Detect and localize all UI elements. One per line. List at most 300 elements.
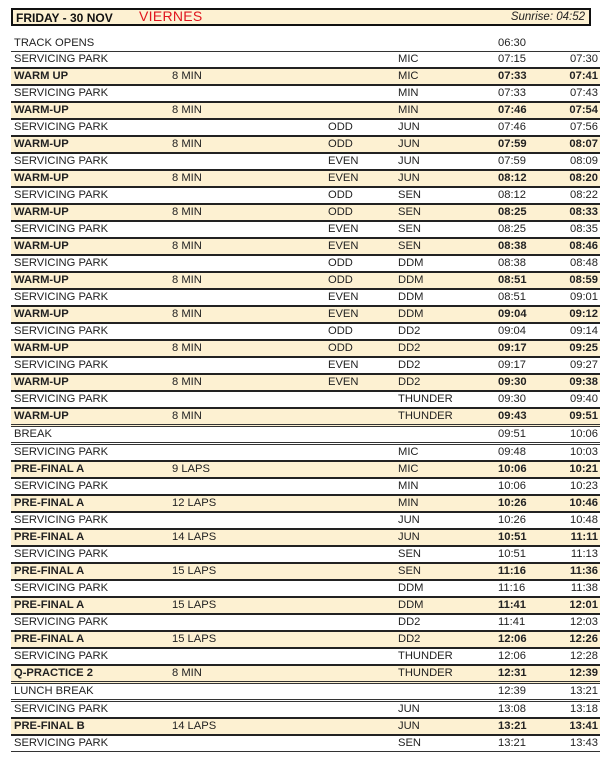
event-duration	[169, 735, 325, 752]
event-name: SERVICING PARK	[14, 189, 109, 201]
schedule-row	[11, 289, 600, 306]
end-time: 11:38	[570, 582, 598, 594]
event-group: ODD	[328, 342, 353, 354]
start-time: 09:04	[498, 325, 526, 337]
event-group	[325, 391, 395, 408]
event-group	[325, 408, 395, 426]
start-time: 13:21	[498, 720, 527, 732]
event-name: SERVICING PARK	[14, 582, 109, 594]
event-class	[395, 426, 495, 444]
event-class: MIN	[398, 497, 419, 509]
end-time	[555, 36, 600, 52]
event-name: SERVICING PARK	[14, 650, 109, 662]
event-class: MIC	[398, 53, 419, 65]
event-name: WARM-UP	[14, 274, 69, 286]
schedule-row	[11, 136, 600, 153]
event-class: DD2	[398, 342, 421, 354]
event-name: SERVICING PARK	[14, 87, 109, 99]
event-class: JUN	[398, 531, 420, 543]
event-duration	[169, 546, 325, 563]
event-name: LUNCH BREAK	[14, 685, 94, 697]
event-group	[325, 529, 395, 546]
event-group: EVEN	[328, 172, 359, 184]
event-class: DD2	[398, 376, 421, 388]
end-time: 08:09	[570, 155, 598, 167]
event-duration	[169, 52, 325, 69]
event-duration	[169, 153, 325, 170]
start-time: 10:51	[498, 548, 526, 560]
event-group	[325, 85, 395, 102]
event-name: WARM-UP	[14, 206, 69, 218]
event-duration: 8 MIN	[172, 138, 202, 150]
event-group: ODD	[328, 274, 353, 286]
start-time: 12:39	[498, 685, 526, 697]
end-time: 07:30	[570, 53, 598, 65]
event-name: PRE-FINAL A	[14, 565, 85, 577]
event-duration: 8 MIN	[172, 342, 202, 354]
event-class: SEN	[398, 206, 422, 218]
event-class: DDM	[398, 274, 424, 286]
event-name: PRE-FINAL A	[14, 531, 85, 543]
start-time: 08:38	[498, 240, 527, 252]
event-name: WARM UP	[14, 70, 69, 82]
event-duration: 8 MIN	[172, 240, 202, 252]
schedule-row	[11, 735, 600, 752]
start-time: 08:38	[498, 257, 526, 269]
event-class: DDM	[398, 582, 424, 594]
end-time: 08:35	[570, 223, 598, 235]
event-name: Q-PRACTICE 2	[14, 667, 93, 679]
event-class: MIN	[398, 87, 419, 99]
event-duration: 15 LAPS	[172, 599, 217, 611]
end-time: 09:12	[569, 308, 598, 320]
start-time: 13:08	[498, 703, 526, 715]
event-class: DDM	[398, 308, 424, 320]
schedule-row	[11, 374, 600, 391]
end-time: 08:22	[570, 189, 598, 201]
end-time: 12:03	[570, 616, 598, 628]
event-class: MIC	[398, 463, 419, 475]
event-class: SEN	[398, 189, 422, 201]
event-class: SEN	[398, 565, 422, 577]
event-name: SERVICING PARK	[14, 616, 109, 628]
end-time: 07:56	[570, 121, 598, 133]
event-duration	[169, 187, 325, 204]
schedule-row	[11, 529, 600, 546]
event-duration	[169, 683, 325, 701]
start-time: 07:15	[498, 53, 526, 65]
schedule-row	[11, 478, 600, 495]
start-time: 09:51	[498, 428, 526, 440]
schedule-row	[11, 36, 600, 52]
event-name: SERVICING PARK	[14, 53, 109, 65]
start-time: 07:46	[498, 121, 526, 133]
end-time: 08:33	[569, 206, 598, 218]
event-group: EVEN	[328, 291, 359, 303]
event-class: DD2	[398, 616, 421, 628]
schedule-row	[11, 52, 600, 69]
event-class: THUNDER	[398, 667, 453, 679]
event-name: SERVICING PARK	[14, 393, 109, 405]
start-time: 07:59	[498, 155, 526, 167]
start-time: 08:12	[498, 172, 527, 184]
event-class: MIN	[398, 480, 419, 492]
end-time: 12:01	[569, 599, 598, 611]
event-duration: 8 MIN	[172, 308, 202, 320]
event-name: SERVICING PARK	[14, 155, 109, 167]
end-time: 10:03	[570, 446, 598, 458]
end-time: 10:21	[569, 463, 598, 475]
event-duration	[169, 614, 325, 631]
event-duration: 8 MIN	[172, 376, 202, 388]
event-name: SERVICING PARK	[14, 446, 109, 458]
end-time: 08:59	[569, 274, 598, 286]
event-name: SERVICING PARK	[14, 737, 109, 749]
event-group	[325, 444, 395, 462]
event-class: DDM	[398, 291, 424, 303]
event-duration	[169, 357, 325, 374]
event-group: ODD	[328, 138, 353, 150]
event-name: SERVICING PARK	[14, 514, 109, 526]
end-time: 13:41	[569, 720, 598, 732]
event-class: JUN	[398, 155, 420, 167]
event-duration	[169, 444, 325, 462]
event-group	[325, 426, 395, 444]
event-duration	[169, 85, 325, 102]
schedule-row	[11, 444, 600, 462]
event-duration: 8 MIN	[172, 410, 202, 422]
event-class: DDM	[398, 257, 424, 269]
end-time: 11:36	[570, 565, 598, 577]
end-time: 07:43	[570, 87, 598, 99]
start-time: 12:31	[498, 667, 527, 679]
schedule-row	[11, 391, 600, 408]
schedule-row	[11, 221, 600, 238]
event-duration: 8 MIN	[172, 667, 202, 679]
event-duration: 8 MIN	[172, 172, 202, 184]
start-time: 13:21	[498, 737, 526, 749]
event-group: EVEN	[328, 223, 359, 235]
event-name: PRE-FINAL A	[14, 633, 85, 645]
event-group	[325, 36, 395, 52]
schedule-row	[11, 426, 600, 444]
schedule-row	[11, 102, 600, 119]
end-time: 08:20	[569, 172, 598, 184]
start-time: 08:25	[498, 223, 526, 235]
event-group: EVEN	[328, 308, 359, 320]
start-time: 07:59	[498, 138, 527, 150]
day-header	[11, 8, 591, 26]
event-group	[325, 648, 395, 665]
event-group: ODD	[328, 189, 353, 201]
end-time: 12:39	[569, 667, 598, 679]
schedule-row	[11, 461, 600, 478]
event-group	[325, 495, 395, 512]
event-name: WARM-UP	[14, 308, 69, 320]
event-duration	[169, 221, 325, 238]
event-name: PRE-FINAL B	[14, 720, 85, 732]
schedule-row	[11, 580, 600, 597]
end-time: 10:46	[569, 497, 598, 509]
start-time: 10:51	[498, 531, 527, 543]
event-duration	[169, 701, 325, 719]
event-duration	[169, 478, 325, 495]
day-title-spanish: VIERNES	[139, 8, 203, 24]
event-duration: 8 MIN	[172, 206, 202, 218]
schedule-row	[11, 597, 600, 614]
schedule-row	[11, 408, 600, 426]
end-time: 13:18	[570, 703, 598, 715]
event-duration: 9 LAPS	[172, 463, 210, 475]
event-name: PRE-FINAL A	[14, 599, 85, 611]
event-name: WARM-UP	[14, 342, 69, 354]
event-class	[395, 683, 495, 701]
end-time: 13:21	[570, 685, 598, 697]
event-name: PRE-FINAL A	[14, 463, 85, 475]
schedule-row	[11, 306, 600, 323]
schedule-row	[11, 204, 600, 221]
end-time: 09:51	[569, 410, 598, 422]
start-time: 07:46	[498, 104, 527, 116]
schedule-row	[11, 357, 600, 374]
day-title: FRIDAY - 30 NOV	[16, 11, 113, 25]
event-duration	[169, 512, 325, 529]
sunrise-time: Sunrise: 04:52	[510, 11, 585, 23]
event-class: SEN	[398, 737, 422, 749]
schedule-row	[11, 563, 600, 580]
event-duration: 14 LAPS	[172, 720, 217, 732]
end-time: 09:38	[569, 376, 598, 388]
start-time: 08:25	[498, 206, 527, 218]
start-time: 12:06	[498, 650, 526, 662]
event-group	[325, 735, 395, 752]
start-time: 07:33	[498, 87, 526, 99]
end-time: 09:40	[570, 393, 598, 405]
start-time: 09:17	[498, 359, 526, 371]
event-duration: 8 MIN	[172, 274, 202, 286]
event-group: EVEN	[328, 376, 359, 388]
schedule-table	[11, 36, 600, 752]
event-name: WARM-UP	[14, 410, 69, 422]
event-duration	[169, 426, 325, 444]
start-time: 10:26	[498, 497, 527, 509]
schedule-row	[11, 665, 600, 683]
event-group	[325, 580, 395, 597]
event-group: ODD	[328, 257, 353, 269]
event-duration	[169, 255, 325, 272]
event-name: SERVICING PARK	[14, 291, 109, 303]
end-time: 13:43	[570, 737, 598, 749]
schedule-row	[11, 683, 600, 701]
event-group	[325, 478, 395, 495]
event-duration	[169, 391, 325, 408]
event-class: JUN	[398, 121, 420, 133]
end-time: 09:14	[570, 325, 598, 337]
event-duration: 14 LAPS	[172, 531, 217, 543]
event-class: MIN	[398, 104, 419, 116]
schedule-row	[11, 68, 600, 85]
end-time: 07:41	[569, 70, 598, 82]
end-time: 10:23	[570, 480, 598, 492]
end-time: 09:25	[569, 342, 598, 354]
schedule-row	[11, 495, 600, 512]
event-group	[325, 614, 395, 631]
event-name: WARM-UP	[14, 376, 69, 388]
event-name: SERVICING PARK	[14, 257, 109, 269]
start-time: 10:06	[498, 463, 527, 475]
end-time: 11:13	[570, 548, 598, 560]
event-group	[325, 102, 395, 119]
start-time: 11:41	[498, 616, 526, 628]
event-name: TRACK OPENS	[14, 37, 95, 49]
event-group: ODD	[328, 325, 353, 337]
schedule-row	[11, 512, 600, 529]
schedule-row	[11, 187, 600, 204]
event-group	[325, 665, 395, 683]
end-time: 10:48	[570, 514, 598, 526]
start-time: 08:51	[498, 274, 527, 286]
event-group: ODD	[328, 206, 353, 218]
end-time: 09:01	[570, 291, 598, 303]
event-duration: 8 MIN	[172, 70, 202, 82]
event-group	[325, 461, 395, 478]
event-class: THUNDER	[398, 410, 453, 422]
schedule-row	[11, 648, 600, 665]
event-name: PRE-FINAL A	[14, 497, 85, 509]
event-name: SERVICING PARK	[14, 325, 109, 337]
schedule-row	[11, 170, 600, 187]
event-name: SERVICING PARK	[14, 480, 109, 492]
event-class	[395, 36, 495, 52]
schedule-row	[11, 718, 600, 735]
event-class: JUN	[398, 514, 420, 526]
event-duration: 15 LAPS	[172, 633, 217, 645]
event-group	[325, 546, 395, 563]
start-time: 08:12	[498, 189, 526, 201]
schedule-row	[11, 119, 600, 136]
schedule-row	[11, 546, 600, 563]
start-time: 08:51	[498, 291, 526, 303]
event-duration	[169, 36, 325, 52]
start-time: 11:41	[498, 599, 526, 611]
end-time: 08:07	[569, 138, 598, 150]
start-time: 11:16	[498, 582, 526, 594]
event-duration	[169, 289, 325, 306]
end-time: 08:48	[570, 257, 598, 269]
start-time: 07:33	[498, 70, 527, 82]
end-time: 12:28	[570, 650, 598, 662]
event-group	[325, 631, 395, 648]
event-group	[325, 701, 395, 719]
event-group: EVEN	[328, 155, 359, 167]
event-class: DD2	[398, 633, 421, 645]
schedule-row	[11, 340, 600, 357]
end-time: 11:11	[570, 531, 598, 543]
start-time: 09:43	[498, 410, 527, 422]
schedule-row	[11, 631, 600, 648]
start-time: 11:16	[498, 565, 526, 577]
end-time: 12:26	[569, 633, 598, 645]
schedule-row	[11, 323, 600, 340]
event-group	[325, 512, 395, 529]
event-name: SERVICING PARK	[14, 121, 109, 133]
event-duration	[169, 648, 325, 665]
start-time: 09:04	[498, 308, 527, 320]
start-time: 10:26	[498, 514, 526, 526]
schedule-row	[11, 272, 600, 289]
event-duration	[169, 580, 325, 597]
start-time: 09:48	[498, 446, 526, 458]
start-time: 12:06	[498, 633, 527, 645]
start-time: 09:17	[498, 342, 527, 354]
event-duration	[169, 119, 325, 136]
event-class: SEN	[398, 223, 422, 235]
event-class: SEN	[398, 548, 422, 560]
schedule-row	[11, 153, 600, 170]
event-class: JUN	[398, 172, 420, 184]
event-name: SERVICING PARK	[14, 703, 109, 715]
start-time: 10:06	[498, 480, 526, 492]
event-class: MIC	[398, 446, 419, 458]
start-time: 09:30	[498, 393, 526, 405]
event-name: SERVICING PARK	[14, 359, 109, 371]
event-name: WARM-UP	[14, 240, 69, 252]
event-name: BREAK	[14, 428, 52, 440]
event-duration: 15 LAPS	[172, 565, 217, 577]
event-group	[325, 68, 395, 85]
event-name: WARM-UP	[14, 138, 69, 150]
event-duration	[169, 323, 325, 340]
schedule-body	[11, 36, 600, 752]
event-class: DDM	[398, 599, 424, 611]
event-class: MIC	[398, 70, 419, 82]
event-class: JUN	[398, 720, 420, 732]
event-class: THUNDER	[398, 393, 453, 405]
end-time: 08:46	[569, 240, 598, 252]
event-name: WARM-UP	[14, 172, 69, 184]
event-class: SEN	[398, 240, 422, 252]
event-class: JUN	[398, 138, 420, 150]
event-group	[325, 683, 395, 701]
event-duration: 8 MIN	[172, 104, 202, 116]
schedule-row	[11, 701, 600, 719]
start-time: 09:30	[498, 376, 527, 388]
end-time: 07:54	[569, 104, 598, 116]
event-class: THUNDER	[398, 650, 453, 662]
event-class: DD2	[398, 325, 421, 337]
schedule-sheet	[11, 8, 598, 752]
schedule-row	[11, 614, 600, 631]
end-time: 10:06	[570, 428, 598, 440]
event-name: WARM-UP	[14, 104, 69, 116]
event-group	[325, 52, 395, 69]
event-duration: 12 LAPS	[172, 497, 217, 509]
event-class: DD2	[398, 359, 421, 371]
event-class: JUN	[398, 703, 420, 715]
event-group	[325, 563, 395, 580]
schedule-row	[11, 255, 600, 272]
end-time: 09:27	[570, 359, 598, 371]
event-group	[325, 718, 395, 735]
start-time: 06:30	[498, 37, 526, 49]
event-group: ODD	[328, 121, 353, 133]
schedule-row	[11, 238, 600, 255]
event-name: SERVICING PARK	[14, 548, 109, 560]
event-group: EVEN	[328, 359, 359, 371]
event-group: EVEN	[328, 240, 359, 252]
event-group	[325, 597, 395, 614]
event-name: SERVICING PARK	[14, 223, 109, 235]
